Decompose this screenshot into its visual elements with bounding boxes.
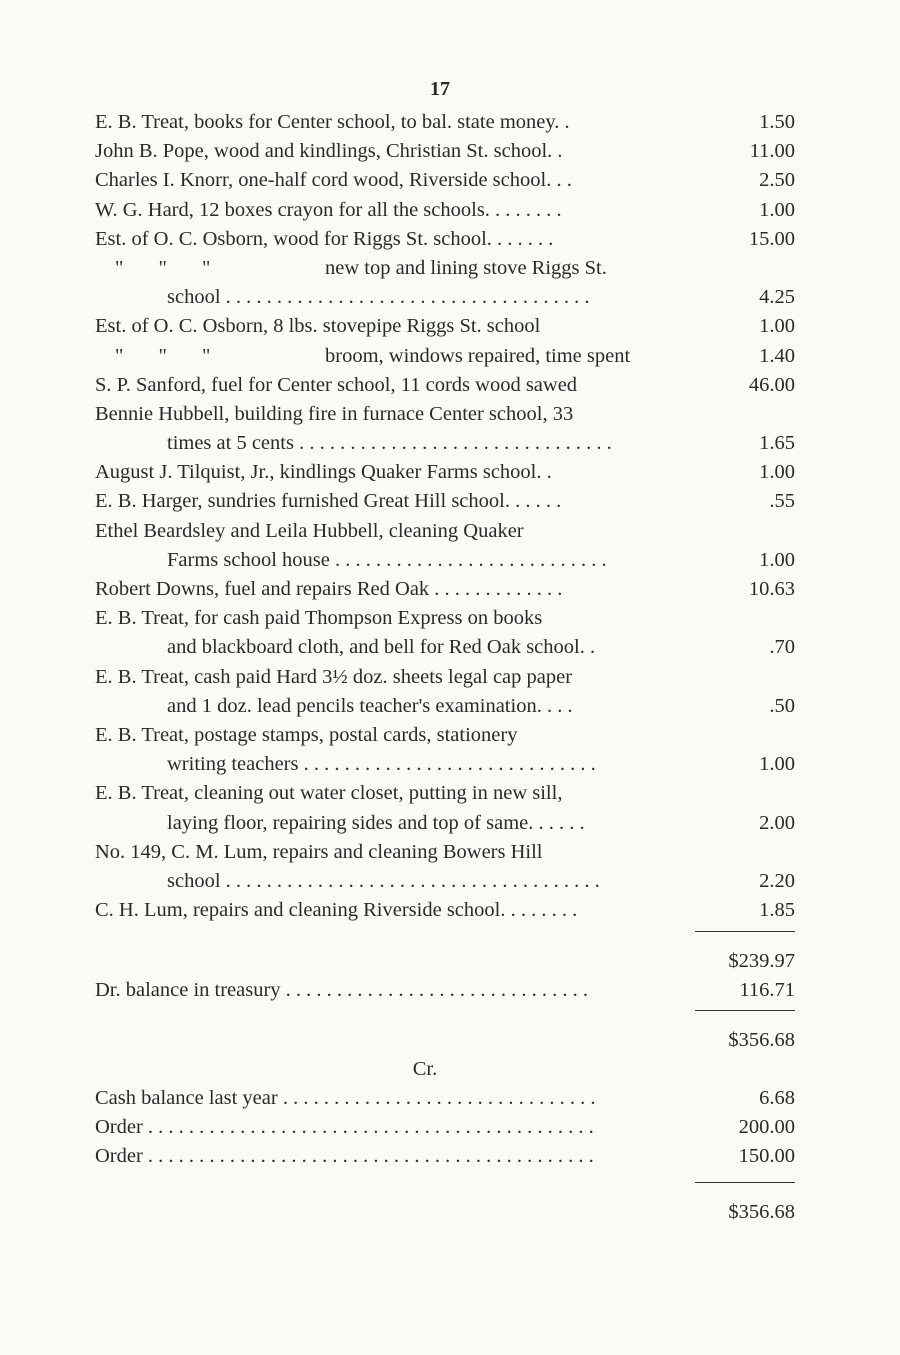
- ledger-row: [95, 663, 795, 692]
- entry-description: E. B. Harger, sundries furnished Great Hill school. . . . . .: [95, 490, 562, 513]
- entry-amount: 1.65: [759, 432, 795, 455]
- ledger-row: [95, 196, 795, 225]
- entry-description: writing teachers . . . . . . . . . . . . . . . . . . . . . . . . . . . . .: [167, 753, 596, 776]
- entry-amount: 2.20: [759, 869, 795, 892]
- ledger-row: [95, 283, 795, 312]
- credit-entries: [95, 1084, 795, 1172]
- entry-amount: .70: [769, 636, 795, 659]
- entry-description: Order . . . . . . . . . . . . . . . . . . . . . . . . . . . . . . . . . . . . . . . . . . . .: [95, 1145, 594, 1168]
- entry-description: times at 5 cents . . . . . . . . . . . . . . . . . . . . . . . . . . . . . . .: [167, 432, 612, 455]
- entry-description: August J. Tilquist, Jr., kindlings Quaker Farms school. .: [95, 461, 552, 484]
- ledger-row: [95, 487, 795, 516]
- entry-amount: 1.85: [759, 899, 795, 922]
- dr-total-amount: $356.68: [728, 1028, 795, 1051]
- entry-description: C. H. Lum, repairs and cleaning Riverside school. . . . . . . .: [95, 899, 578, 922]
- entry-description: and blackboard cloth, and bell for Red Oak school. .: [167, 636, 596, 659]
- page-number: 17: [430, 78, 450, 100]
- entry-amount: 4.25: [759, 286, 795, 309]
- entry-amount: 2.50: [759, 169, 795, 192]
- ledger-row: [95, 342, 795, 371]
- expense-ledger: [95, 108, 795, 1227]
- entry-amount: 1.00: [759, 753, 795, 776]
- dr-balance-amount: 116.71: [739, 979, 795, 1002]
- entry-description: E. B. Treat, books for Center school, to bal. state money. .: [95, 111, 570, 133]
- ledger-row: [95, 867, 795, 896]
- entry-amount: 46.00: [748, 373, 795, 396]
- entry-description: broom, windows repaired, time spent: [325, 344, 631, 367]
- entry-description: S. P. Sanford, fuel for Center school, 11 cords wood sawed: [95, 373, 578, 396]
- ledger-row: [95, 137, 795, 166]
- entry-description: school . . . . . . . . . . . . . . . . . . . . . . . . . . . . . . . . . . . .: [167, 286, 590, 309]
- entry-description: Farms school house . . . . . . . . . . . . . . . . . . . . . . . . . . .: [167, 548, 607, 571]
- entry-description: and 1 doz. lead pencils teacher's examination. . . .: [167, 694, 573, 717]
- entry-description: laying floor, repairing sides and top of same. . . . . .: [167, 811, 585, 834]
- entry-amount: 6.68: [759, 1087, 795, 1109]
- credit-row: [95, 1142, 795, 1171]
- ditto-marks: " " ": [115, 344, 211, 367]
- ledger-row: [95, 166, 795, 195]
- entry-description: No. 149, C. M. Lum, repairs and cleaning Bowers Hill: [95, 840, 543, 863]
- ledger-row: [95, 896, 795, 925]
- entry-description: Order . . . . . . . . . . . . . . . . . . . . . . . . . . . . . . . . . . . . . . . . . . . .: [95, 1116, 594, 1139]
- entry-amount: 200.00: [738, 1116, 795, 1139]
- ledger-row: [95, 254, 795, 283]
- ledger-row: [95, 400, 795, 429]
- debit-entries: [95, 108, 795, 925]
- ledger-row: [95, 312, 795, 341]
- ledger-row: [95, 546, 795, 575]
- entry-description: school . . . . . . . . . . . . . . . . . . . . . . . . . . . . . . . . . . . . .: [167, 869, 600, 892]
- entry-description: Ethel Beardsley and Leila Hubbell, cleaning Quaker: [95, 519, 524, 542]
- cr-total-rule: [95, 1182, 795, 1194]
- ledger-row: [95, 575, 795, 604]
- entry-description: Est. of O. C. Osborn, wood for Riggs St. school. . . . . . .: [95, 227, 554, 250]
- entry-amount: 1.00: [759, 198, 795, 221]
- dr-balance-row: [95, 976, 795, 1005]
- entry-amount: .55: [769, 490, 795, 513]
- entry-description: E. B. Treat, postage stamps, postal cards, stationery: [95, 723, 518, 746]
- ditto-marks: " " ": [115, 256, 211, 279]
- entry-description: Robert Downs, fuel and repairs Red Oak . . . . . . . . . . . . .: [95, 578, 563, 600]
- entry-description: E. B. Treat, cash paid Hard 3½ doz. sheets legal cap paper: [95, 665, 573, 688]
- cr-total-row: [95, 1198, 795, 1227]
- ledger-row: [95, 604, 795, 633]
- subtotal-amount: $239.97: [728, 950, 795, 973]
- ledger-row: [95, 108, 795, 137]
- dr-total-rule: [95, 1010, 795, 1022]
- entry-amount: 10.63: [748, 578, 795, 600]
- ledger-row: [95, 517, 795, 546]
- dr-total-row: [95, 1026, 795, 1055]
- ledger-row: [95, 838, 795, 867]
- entry-description: Cash balance last year . . . . . . . . . . . . . . . . . . . . . . . . . . . . . . .: [95, 1087, 596, 1109]
- ledger-row: [95, 750, 795, 779]
- ledger-row: [95, 692, 795, 721]
- entry-amount: 1.00: [759, 548, 795, 571]
- entry-amount: 1.40: [759, 344, 795, 367]
- entry-amount: 150.00: [738, 1145, 795, 1168]
- cr-total-amount: $356.68: [728, 1200, 795, 1223]
- ledger-row: [95, 779, 795, 808]
- entry-description: new top and lining stove Riggs St.: [325, 256, 607, 279]
- credit-row: [95, 1084, 795, 1113]
- ledger-row: [95, 809, 795, 838]
- entry-amount: 2.00: [759, 811, 795, 834]
- entry-description: Charles I. Knorr, one-half cord wood, Riverside school. . .: [95, 169, 572, 192]
- entry-description: W. G. Hard, 12 boxes crayon for all the schools. . . . . . . .: [95, 198, 562, 221]
- entry-description: Bennie Hubbell, building fire in furnace Center school, 33: [95, 402, 574, 425]
- subtotal-row: [95, 947, 795, 976]
- ledger-row: [95, 225, 795, 254]
- entry-amount: 11.00: [749, 140, 795, 163]
- entry-description: Est. of O. C. Osborn, 8 lbs. stovepipe Riggs St. school: [95, 315, 541, 338]
- ledger-row: [95, 633, 795, 662]
- credit-row: [95, 1113, 795, 1142]
- entry-amount: 15.00: [748, 227, 795, 250]
- entry-amount: 1.00: [759, 461, 795, 484]
- entry-description: E. B. Treat, cleaning out water closet, putting in new sill,: [95, 782, 563, 805]
- entry-description: E. B. Treat, for cash paid Thompson Express on books: [95, 607, 543, 630]
- ledger-row: [95, 371, 795, 400]
- ledger-row: [95, 721, 795, 750]
- entry-amount: 1.00: [759, 315, 795, 338]
- credit-heading: Cr.: [412, 1057, 438, 1080]
- dr-balance-label: Dr. balance in treasury . . . . . . . . . . . . . . . . . . . . . . . . . . . . . .: [95, 979, 589, 1002]
- subtotal-rule: [95, 931, 795, 943]
- entry-description: John B. Pope, wood and kindlings, Christian St. school. .: [95, 140, 563, 163]
- entry-amount: .50: [769, 694, 795, 717]
- ledger-row: [95, 429, 795, 458]
- ledger-row: [95, 458, 795, 487]
- entry-amount: 1.50: [759, 111, 795, 133]
